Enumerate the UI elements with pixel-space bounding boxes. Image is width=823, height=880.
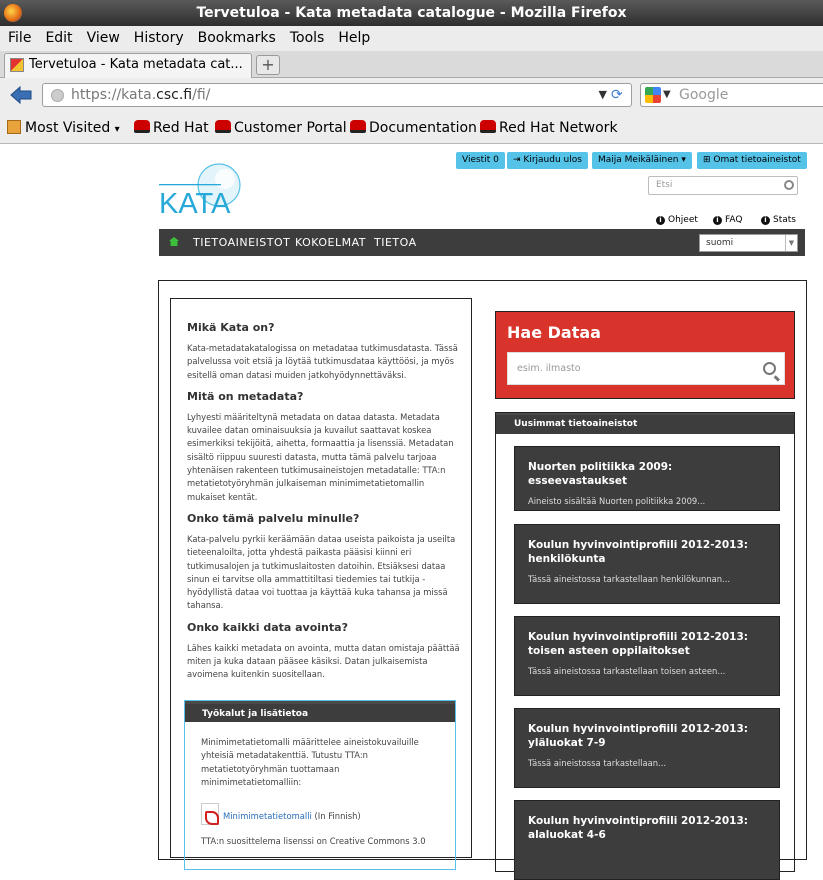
bookmark-red-hat[interactable] <box>134 120 209 136</box>
user-menu-button[interactable] <box>592 152 692 169</box>
search-engine-dropdown-icon[interactable]: ▼ <box>663 89 671 100</box>
red-hat-icon <box>350 120 366 133</box>
firefox-icon <box>4 4 22 22</box>
dataset-title: Koulun hyvinvointiprofiili 2012-2013: toisen asteen oppilaitokset <box>528 631 748 657</box>
logout-label: Kirjaudu ulos <box>523 155 582 165</box>
section-heading: Onko tämä palvelu minulle? <box>187 511 360 525</box>
latest-datasets <box>495 412 795 872</box>
menu-edit[interactable]: Edit <box>45 30 73 46</box>
language-select[interactable] <box>699 234 798 252</box>
kata-logo[interactable] <box>159 155 249 220</box>
my-datasets-button[interactable] <box>697 152 807 169</box>
reload-icon[interactable]: ⟳ <box>611 87 623 103</box>
red-hat-icon <box>134 120 150 133</box>
info-icon: i <box>713 216 722 225</box>
chevron-down-icon: ▾ <box>681 155 686 165</box>
section-text: Kata-metadatakatalogissa on metadataa tutkimusdatasta. Tässä palvelussa voit etsiä ja löytää tutkimusdataa käyttöösi, ja myös esitellä oman datasi muiden jatkohyödynnettäväksi. <box>187 343 458 380</box>
menu-tools[interactable]: Tools <box>289 30 325 46</box>
dataset-description: Tässä aineistossa tarkastellaan toisen asteen... <box>528 666 726 676</box>
browser-search-placeholder: Google <box>679 87 729 103</box>
section-text: Kata-palvelu pyrkii keräämään dataa useista paikoista ja useilta tieteenaloilta, jotta yhdestä paikasta pääsisi kiinni eri tutkimusalojen ja tutkimuslaitosten datoihin. Etsiäksesi dataa sinun ei tarvitse olla ammattitiltasi tiedemies tai tutkija - hyödyllistä dataa voi tuottaa ja käyttää kuka tahansa ja missä tahansa. <box>187 533 456 611</box>
bookmark-label: Customer Portal <box>234 120 347 136</box>
logout-button[interactable] <box>507 152 588 169</box>
faq-label: FAQ <box>725 215 743 225</box>
home-icon[interactable] <box>169 237 179 246</box>
dataset-title: Nuorten politiikka 2009: esseevastaukset <box>528 461 673 487</box>
tools-box <box>184 700 456 870</box>
section-heading: Onko kaikki data avointa? <box>187 620 348 634</box>
dataset-card[interactable] <box>514 524 780 604</box>
site-search-input[interactable] <box>648 176 798 195</box>
browser-search-field[interactable] <box>640 83 823 107</box>
search-icon[interactable] <box>784 180 794 190</box>
dataset-description: Aineisto sisältää Nuorten politiikka 2009... <box>528 496 706 506</box>
menu-view[interactable]: View <box>86 30 120 46</box>
new-tab-button[interactable]: + <box>256 55 280 75</box>
menu-help[interactable]: Help <box>338 30 371 46</box>
menu-bookmarks[interactable]: Bookmarks <box>197 30 276 46</box>
license-text: TTA:n suosittelema lisenssi on Creative Commons 3.0 <box>201 836 426 847</box>
info-icon: i <box>656 216 665 225</box>
user-name: Maija Meikäläinen <box>598 155 679 165</box>
dataset-card[interactable] <box>514 616 780 696</box>
logo-text: KATA <box>159 188 231 220</box>
site-identity-icon[interactable] <box>51 89 64 102</box>
url-history-dropdown-icon[interactable]: ▼ <box>598 88 607 101</box>
url-bar[interactable] <box>42 83 632 107</box>
window-titlebar <box>0 0 823 26</box>
bookmark-label: Red Hat Network <box>499 120 618 136</box>
section-heading: Mikä Kata on? <box>187 321 275 334</box>
info-icon: i <box>761 216 770 225</box>
faq-link[interactable] <box>713 215 742 225</box>
dataset-card[interactable] <box>514 708 780 788</box>
url-prefix: https://kata. <box>71 87 157 103</box>
stats-link[interactable] <box>761 215 796 225</box>
tools-text: Minimimetatietomalli määrittelee aineistokuvailuille yhteisiä metadatakenttiä. Tutustu TTA:n metatietotyöryhmän tuottamaan minimimetatietomalliin: <box>201 737 419 787</box>
menu-history[interactable]: History <box>133 30 184 46</box>
url-domain: csc.fi <box>156 87 193 103</box>
dataset-title: Koulun hyvinvointiprofiili 2012-2013: yläluokat 7-9 <box>528 723 748 749</box>
pdf-link-row <box>201 803 455 825</box>
bookmark-documentation[interactable] <box>350 120 477 136</box>
data-search-placeholder: esim. ilmasto <box>517 363 581 374</box>
chevron-down-icon: ▼ <box>785 235 797 251</box>
search-icon[interactable] <box>763 362 776 375</box>
nav-collections[interactable]: KOKOELMAT <box>295 236 366 249</box>
nav-datasets[interactable]: TIETOAINEISTOT <box>193 236 291 249</box>
section-text: Lähes kaikki metadata on avointa, mutta datan omistaja päättää miten ja kuka dataan pääsee käsiksi. Datan julkaisemista avoimena kuitenkin suositellaan. <box>187 642 460 680</box>
language-value: suomi <box>706 238 734 248</box>
tools-heading: Työkalut ja lisätietoa <box>185 701 455 722</box>
bookmark-customer-portal[interactable] <box>215 120 347 136</box>
browser-tab[interactable] <box>4 53 252 78</box>
search-data-box <box>495 311 795 399</box>
dataset-description: Tässä aineistossa tarkastellaan henkilökunnan... <box>528 574 731 584</box>
dataset-description: Tässä aineistossa tarkastellaan... <box>528 758 667 768</box>
bookmark-label: Most Visited <box>25 120 111 136</box>
url-path: /fi/ <box>192 87 211 103</box>
back-arrow-icon[interactable] <box>10 85 32 105</box>
red-hat-icon <box>215 120 231 133</box>
chevron-down-icon: ▾ <box>114 124 120 135</box>
bookmark-label: Documentation <box>369 120 477 136</box>
main-content <box>158 280 807 860</box>
menu-file[interactable]: File <box>8 30 32 46</box>
tab-bar <box>0 51 823 78</box>
section-text: Lyhyesti määriteltynä metadata on dataa datasta. Metadata kuvailee datan ominaisuuksia ja kuvailut saattavat koskea esimerkiksi tekijöitä, aihetta, formaattia ja lisenssiä. Metadatan sisältö riippuu suuresti datasta, mutta tämä palvelu tarjoaa yhtenäisen rakenteen tutkimusaineistojen metadatalle: TTA:n metatietotyöryhmän julkaiseman minimimetatietomallin mukaiset kentät. <box>187 411 454 502</box>
most-visited-icon <box>7 120 21 134</box>
dataset-card[interactable] <box>514 800 780 880</box>
sitemap-icon: ⊞ <box>703 155 711 165</box>
red-hat-icon <box>480 120 496 133</box>
logout-icon: ⇥ <box>513 155 521 165</box>
metadata-model-link[interactable]: Minimimetatietomalli <box>223 811 312 822</box>
bookmark-label: Red Hat <box>153 120 209 136</box>
link-note: (In Finnish) <box>314 811 361 822</box>
data-search-input[interactable] <box>507 352 785 385</box>
about-panel <box>170 298 472 858</box>
dataset-card[interactable] <box>514 446 780 511</box>
dataset-title: Koulun hyvinvointiprofiili 2012-2013: henkilökunta <box>528 539 748 565</box>
google-icon[interactable] <box>645 87 661 103</box>
section-heading: Mitä on metadata? <box>187 389 304 403</box>
web-page <box>0 145 823 847</box>
stats-label: Stats <box>773 215 796 225</box>
dataset-title: Koulun hyvinvointiprofiili 2012-2013: alaluokat 4-6 <box>528 815 748 841</box>
bookmarks-toolbar <box>0 114 823 144</box>
search-data-title: Hae Dataa <box>507 323 601 342</box>
site-search-placeholder: Etsi <box>656 180 673 190</box>
help-label: Ohjeet <box>668 215 698 225</box>
bookmark-red-hat-network[interactable] <box>480 120 618 136</box>
bookmark-most-visited[interactable] <box>7 120 120 136</box>
menu-bar <box>0 26 823 51</box>
latest-datasets-heading: Uusimmat tietoaineistot <box>496 413 794 434</box>
window-title: Tervetuloa - Kata metadata catalogue - Mozilla Firefox <box>196 5 627 21</box>
messages-button[interactable]: Viestit 0 <box>456 152 505 169</box>
nav-about[interactable]: TIETOA <box>374 236 417 249</box>
tab-title: Tervetuloa - Kata metadata cat... <box>29 57 243 72</box>
kata-favicon-icon <box>10 58 24 72</box>
my-datasets-label: Omat tietoaineistot <box>713 155 801 165</box>
navigation-toolbar <box>0 78 823 114</box>
help-link[interactable] <box>656 215 698 225</box>
pdf-icon <box>201 803 219 825</box>
